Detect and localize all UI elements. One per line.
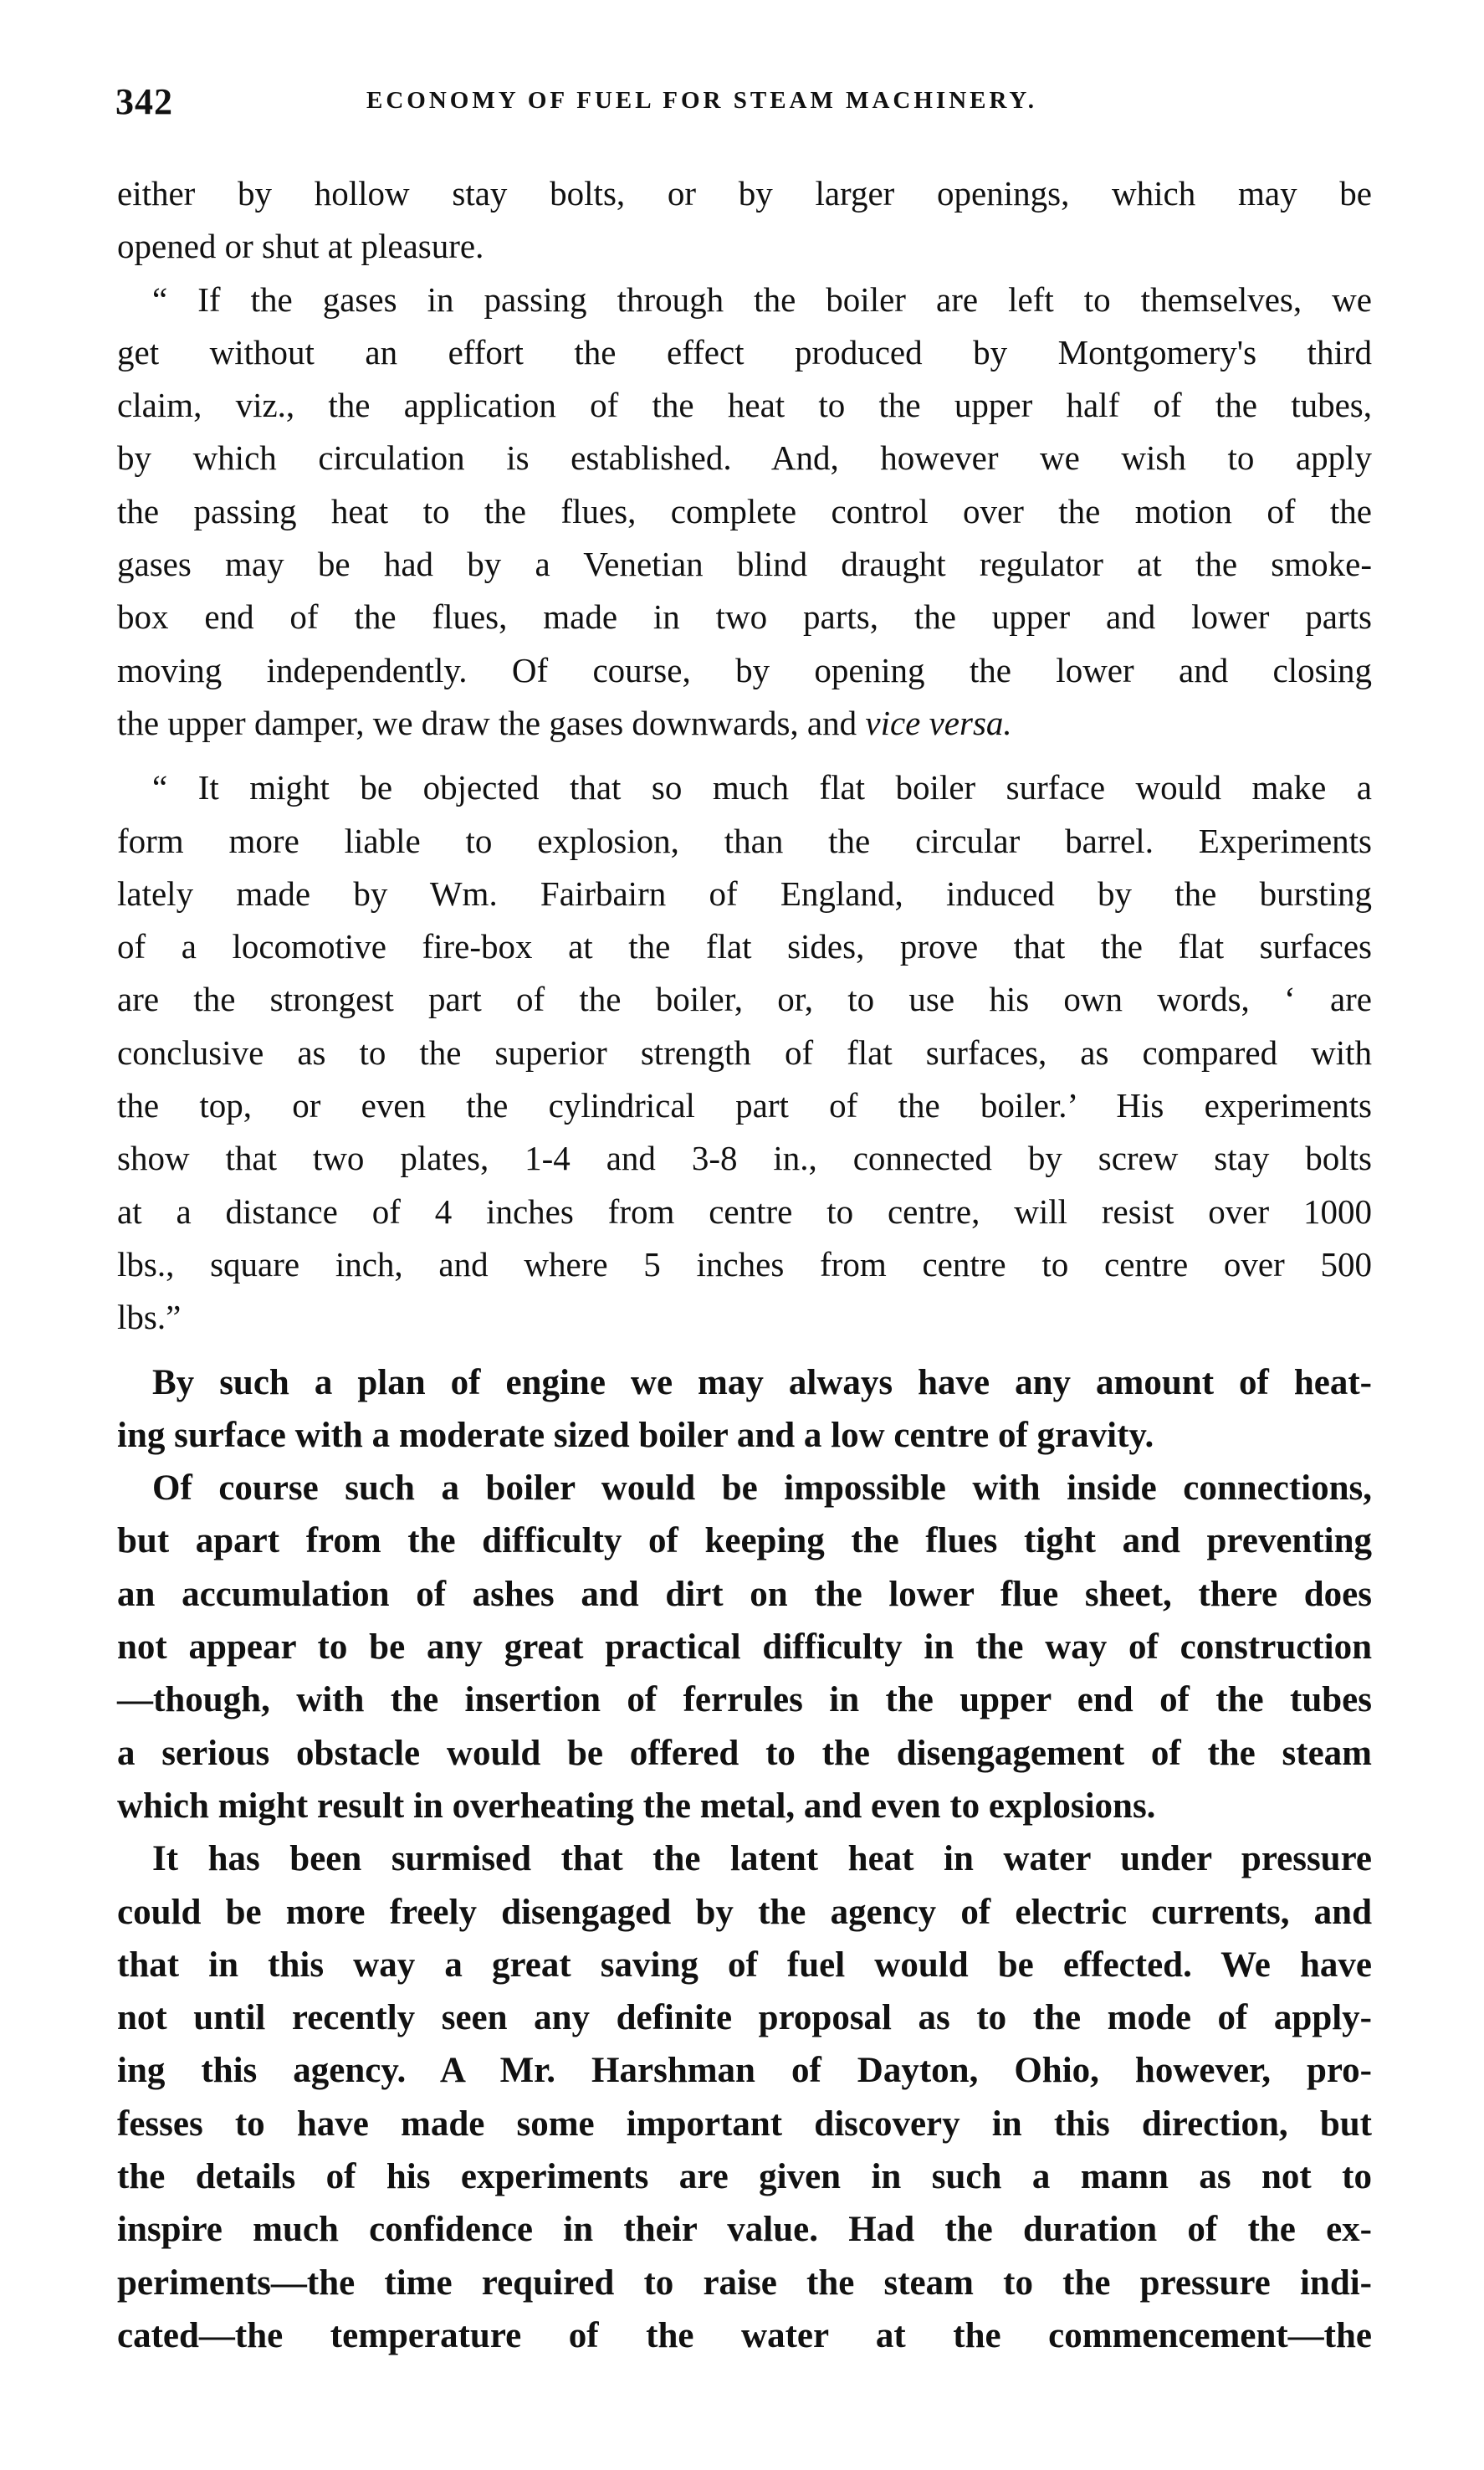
text-line: a serious obstacle would be offered to the disengagement of the steam [117,1733,1372,1773]
text-line: get without an effort the effect produced by Montgomery's third [117,332,1372,372]
text-line: cated—the temperature of the water at the commencement—the [117,2315,1372,2355]
italic-phrase: vice versa. [865,703,1012,742]
text-line: opened or shut at pleasure. [117,227,484,266]
paragraph [117,1832,1372,2362]
body-text [117,167,1372,2362]
text-line: It has been surmised that the latent heat in water under pressure [152,1839,1372,1879]
text-line: lbs., square inch, and where 5 inches from centre to centre over 500 [117,1244,1372,1284]
text-line: claim, viz., the application of the heat to the upper half of the tubes, [117,386,1372,425]
text-line [117,697,1372,750]
text-line: that in this way a great saving of fuel would be effected. We have [117,1945,1372,1985]
page-number: 342 [115,81,173,122]
text-line: by which circulation is established. And, however we wish to apply [117,438,1372,478]
text-line-main: the upper damper, we draw the gases downwards, and [117,703,857,742]
paragraph [117,274,1372,751]
paragraph [117,167,1372,274]
text-line: form more liable to explosion, than the circular barrel. Experiments [117,821,1372,860]
text-line: “ If the gases in passing through the boiler are left to themselves, we [152,279,1372,319]
text-line: which might result in overheating the metal, and even to explosions. [117,1786,1156,1826]
paragraph [117,761,1372,1344]
text-line: an accumulation of ashes and dirt on the lower flue sheet, there does [117,1574,1372,1614]
text-line: ing surface with a moderate sized boiler and a low centre of gravity. [117,1415,1154,1455]
text-line: but apart from the difficulty of keeping the flues tight and preventing [117,1521,1372,1561]
text-line: the top, or even the cylindrical part of the boiler.’ His experiments [117,1086,1372,1125]
text-line: either by hollow stay bolts, or by larger openings, which may be [117,174,1372,213]
text-line: lbs.” [117,1298,182,1337]
text-line: show that two plates, 1-4 and 3-8 in., connected by screw stay bolts [117,1139,1372,1178]
text-line: the passing heat to the flues, complete control over the motion of the [117,491,1372,530]
text-line: Of course such a boiler would be impossible with inside connections, [152,1468,1372,1509]
text-line: could be more freely disengaged by the agency of electric currents, and [117,1892,1372,1932]
text-line: not appear to be any great practical difficulty in the way of construction [117,1627,1372,1668]
text-line: inspire much confidence in their value. Had the duration of the ex- [117,2210,1372,2250]
text-line: —though, with the insertion of ferrules in the upper end of the tubes [117,1680,1372,1720]
text-line: By such a plan of engine we may always have any amount of heat- [152,1362,1372,1402]
text-line: moving independently. Of course, by opening the lower and closing [117,650,1372,689]
text-line: box end of the flues, made in two parts, the upper and lower parts [117,597,1372,637]
text-line: periments—the time required to raise the steam to the pressure indi- [117,2262,1372,2303]
text-line: ing this agency. A Mr. Harshman of Dayton, Ohio, however, pro- [117,2051,1372,2091]
text-line: at a distance of 4 inches from centre to centre, will resist over 1000 [117,1191,1372,1231]
text-line: are the strongest part of the boiler, or, to use his own words, ‘ are [117,980,1372,1019]
text-line: of a locomotive fire-box at the flat sides, prove that the flat surfaces [117,927,1372,966]
text-line: fesses to have made some important discovery in this direction, but [117,2104,1372,2144]
running-head: ECONOMY OF FUEL FOR STEAM MACHINERY. [366,87,1037,114]
text-line: the details of his experiments are given in such a mann as not to [117,2156,1372,2196]
text-line: not until recently seen any definite proposal as to the mode of apply- [117,1998,1372,2038]
page-header [115,80,1370,131]
text-line: gases may be had by a Venetian blind draught regulator at the smoke- [117,545,1372,584]
text-line: lately made by Wm. Fairbairn of England, induced by the bursting [117,874,1372,913]
text-line: “ It might be objected that so much flat boiler surface would make a [152,768,1372,807]
paragraph [117,1356,1372,1463]
text-line: conclusive as to the superior strength of flat surfaces, as compared with [117,1033,1372,1072]
paragraph [117,1462,1372,1832]
